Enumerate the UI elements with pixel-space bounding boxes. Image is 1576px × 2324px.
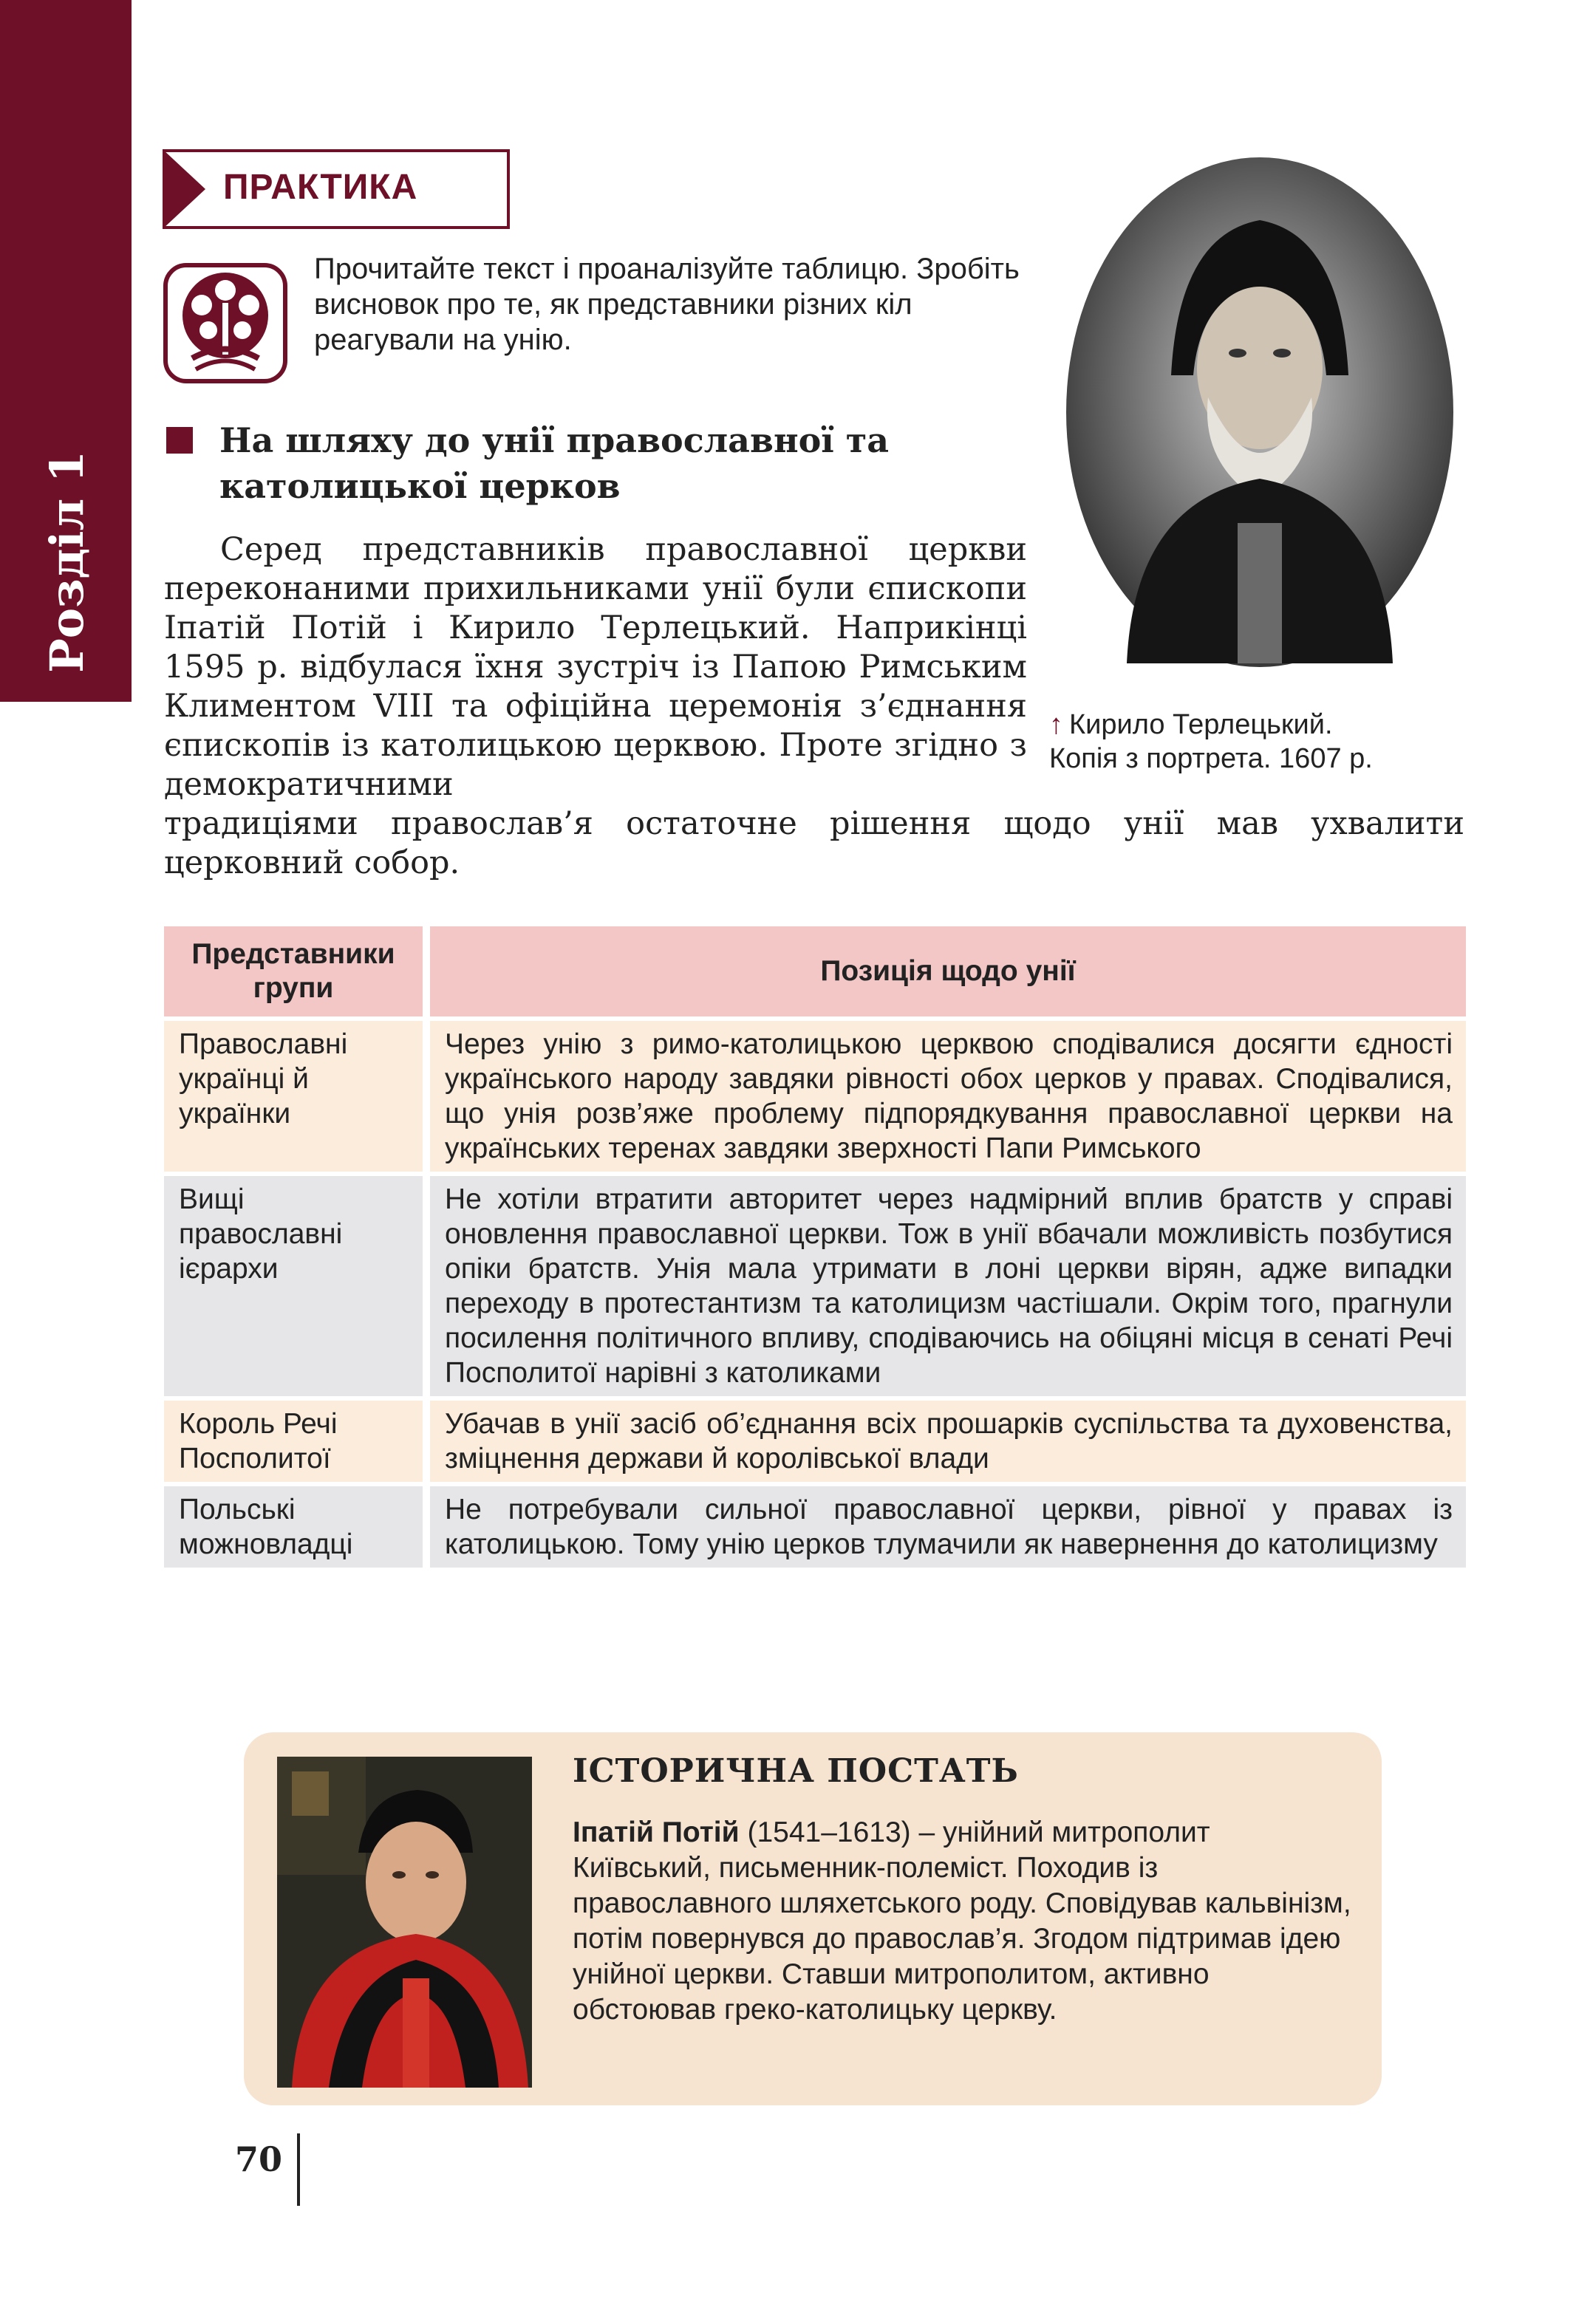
body-paragraph: Серед представників православної церкви переконаними прихильниками унії були єпископи Іпатій Потій і Кирило Терлецький. Наприкінці 1595 р. відбулася їхня зустріч із Папою Римським Климентом VIII та офіційна церемонія з’єднання єпископів із католицькою церквою. Проте згідно з демократичними xyxy=(164,531,1027,803)
positions-table xyxy=(164,922,1466,1572)
caption-line-2: Копія з портрета. 1607 р. xyxy=(1049,743,1373,774)
chapter-label: Розділ 1 xyxy=(39,450,94,673)
task-instructions: Прочитайте текст і проаналізуйте таблицю. Зробіть висновок про те, як представники різних кіл реагували на унію. xyxy=(314,253,1020,356)
group-cell: Православні українці й українки xyxy=(164,1021,430,1172)
practice-label: ПРАКТИКА xyxy=(223,168,418,207)
header-group: Представники групи xyxy=(164,926,430,1016)
tree-of-knowledge-icon xyxy=(163,262,288,384)
portrait-caption xyxy=(1049,708,1493,776)
arrow-up-icon: ↑ xyxy=(1049,709,1063,740)
figure-description: (1541–1613) – унійний митрополит Київський, письменник-полеміст. Походив із православного шляхетського роду. Сповідував кальвінізм, потім повернувся до православ’я. Згодом підтримав ідею унійної церкви. Ставши митрополитом, активно обстоював греко-католицьку церкву. xyxy=(573,1817,1351,2026)
banner-arrow-icon xyxy=(163,149,205,229)
position-cell: Не потребували сильної православної церкви, рівної у правах із католицькою. Тому унію церков тлумачили як навернення до католицизму xyxy=(430,1486,1466,1568)
group-cell: Вищі православні ієрархи xyxy=(164,1176,430,1396)
section-heading: На шляху до унії православної та католицької церков xyxy=(219,420,890,506)
body-paragraph-continued: традиціями православ’я остаточне рішення щодо унії мав ухвалити церковний собор. xyxy=(164,805,1464,881)
table-header-row xyxy=(164,926,1466,1016)
group-cell: Польські можновладці xyxy=(164,1486,430,1568)
portrait-kyrylo-terletskyi xyxy=(1060,154,1459,686)
position-cell: Не хотіли втратити авторитет через надмірний вплив братств у справі оновлення православної церкви. Тож в унії вбачали можливість позбутися опіки братств. Унія мала утримати в лоні церкви вірян, адже випадки переходу в протестантизм та католицизм частішали. Окрім того, прагнули посилення політичного впливу, сподіваючись на обіцяні місця в сенаті Речі Посполитої нарівні з католиками xyxy=(430,1176,1466,1396)
table-row xyxy=(164,1401,1466,1482)
table-row xyxy=(164,1176,1466,1396)
table-row xyxy=(164,1021,1466,1172)
portrait-ipatii-potii xyxy=(277,1757,532,2088)
section-marker-icon xyxy=(166,427,193,454)
chapter-side-tab xyxy=(0,0,132,702)
page-number: 70 xyxy=(235,2139,283,2179)
page-number-divider xyxy=(297,2133,300,2206)
table-row xyxy=(164,1486,1466,1568)
position-cell: Через унію з римо-католицькою церквою сподівалися досягти єдності українського народу завдяки рівності обох церков у правах. Сподівалися, що унія розв’яже проблему підпорядкування православної церкви на українських теренах завдяки зверхності Папи Римського xyxy=(430,1021,1466,1172)
practice-banner xyxy=(163,149,510,229)
header-position: Позиція щодо унії xyxy=(430,926,1466,1016)
position-cell: Убачав в унії засіб об’єднання всіх прошарків суспільства та духовенства, зміцнення держави й королівської влади xyxy=(430,1401,1466,1482)
group-cell: Король Речі Посполитої xyxy=(164,1401,430,1482)
historical-figure-heading: ІСТОРИЧНА ПОСТАТЬ xyxy=(573,1752,1019,1790)
figure-name: Іпатій Потій xyxy=(573,1817,740,1848)
historical-figure-text xyxy=(573,1815,1356,2028)
caption-line-1: Кирило Терлецький. xyxy=(1069,709,1333,740)
